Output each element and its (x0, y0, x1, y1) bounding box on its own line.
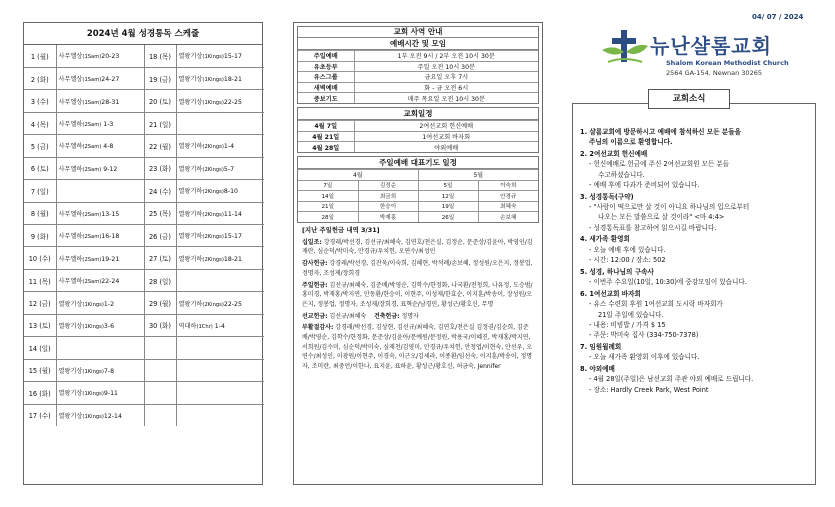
schedule-row (24, 247, 264, 269)
schedule-date: 24 (수) (144, 180, 176, 202)
schedule-date: 16 (화) (24, 382, 56, 404)
schedule-reading (176, 269, 264, 291)
service-name: 유초등부 (298, 61, 354, 72)
service-row (298, 61, 538, 72)
service-name: 유스그룹 (298, 72, 354, 83)
schedule-reading: 열왕기상(1Kings)18-21 (176, 67, 264, 89)
schedule-date: 30 (화) (144, 314, 176, 336)
services-box (297, 26, 539, 104)
schedule-reading (176, 404, 264, 426)
offering-thanks: 감사헌금: 강경래/박선경, 김잔욱/이숙희, 김혜현, 박석례/손보혜, 정성원/오은지, 정봉업, 정명자, 조성제/장희경 (302, 260, 533, 277)
schedule-row (24, 404, 264, 426)
schedule-date: 12 (금) (24, 292, 56, 314)
reps-month-1: 4월 (298, 170, 418, 181)
calendar-row (298, 142, 538, 153)
schedule-reading: 사무엘하(2Sam) 4-8 (56, 135, 144, 157)
news-line: - 오늘 예배 후에 있습니다. (589, 245, 666, 254)
schedule-date: 14 (일) (24, 337, 56, 359)
service-name: 주일예배 (298, 51, 354, 62)
service-time: 매주 목요일 오전 10시 30분 (354, 93, 538, 104)
service-time: 화 - 금 오전 6시 (354, 82, 538, 93)
reps-table (298, 169, 538, 222)
schedule-reading: 열왕기상(1Kings)22-25 (176, 90, 264, 112)
schedule-reading: 사무엘하(2Sam) 9-12 (56, 157, 144, 179)
schedule-date (144, 404, 176, 426)
news-item (580, 289, 814, 340)
news-line: 수고하셨습니다. (598, 170, 645, 179)
calendar-row (298, 131, 538, 142)
news-line: - "사람이 떡으로만 살 것이 아니요 하나님의 입으로부터 (589, 203, 750, 212)
news-item (580, 267, 814, 288)
schedule-reading: 사무엘하(2Sam)13-15 (56, 202, 144, 224)
calendar-event: 야외예배 (354, 142, 538, 153)
reps-title: 주일예배 대표기도 일정 (298, 157, 538, 169)
reps-date: 5일 (418, 180, 478, 191)
prayer-reps-box (297, 156, 539, 223)
ministry-guide (293, 22, 543, 485)
news-heading: 1. 샬롬교회에 방문하시고 예배에 참석하신 모든 분들을 (580, 128, 741, 136)
service-row (298, 72, 538, 83)
calendar-title: 교회일정 (298, 108, 538, 120)
reps-name: 김정순 (358, 180, 418, 191)
news-item (580, 364, 814, 395)
calendar-date: 4월 28일 (298, 142, 354, 153)
reps-name: 손보혜 (478, 212, 538, 223)
schedule-reading: 사무엘하(2Sam)22-24 (56, 269, 144, 291)
schedule-reading: 열왕기상(1Kings)12-14 (56, 404, 144, 426)
news-item (580, 149, 814, 190)
schedule-row (24, 45, 264, 67)
news-line: - 성경통독표를 참고하여 읽으시길 바랍니다. (589, 223, 717, 232)
schedule-reading: 열왕기하(2Kings)8-10 (176, 180, 264, 202)
church-address: 2564 GA-154, Newnan 30265 (666, 69, 762, 77)
service-row (298, 82, 538, 93)
service-name: 새벽예배 (298, 82, 354, 93)
schedule-date: 20 (토) (144, 90, 176, 112)
schedule-date: 6 (토) (24, 157, 56, 179)
news-heading: 7. 임원월례회 (580, 342, 622, 351)
offering-mission: 선교헌금: 김선규/최혜숙 건축헌금: 정명자 (302, 312, 419, 320)
reps-date: 21일 (298, 201, 358, 212)
schedule-date: 2 (화) (24, 67, 56, 89)
reps-name: 최금희 (358, 191, 418, 202)
news-line: - 예배 후에 다과가 준비되어 있습니다. (589, 180, 700, 189)
service-time: 주일 오전 10시 30분 (354, 61, 538, 72)
offering-revival: 부활절감사: 강경래/박선경, 김상현, 김선규/최혜숙, 김연호/천은실 김정권/김순희, 김준배/박영순, 김학수/한정화, 문준상/김윤아/문예원/문정원, 박용국/이혜진, 박재홍/박지연, 서희원/김수미, 심순덕/박미숙, 심재천/김영미, 안경규/우치헌, 안청엽/이현숙, 안선우, 오연수/최성인, 이광원/이현주, 이경숙, 이근오/김세라, 이종환/임선숙, 이지훈/박송이, 정명자, 조미란, 최중언/이한나, 표지윤, 표하윤, 황성근/황호신, 허금숙, Jennifer (302, 324, 533, 371)
reps-name: 최혜숙 (478, 201, 538, 212)
schedule-reading (56, 337, 144, 359)
schedule-date: 5 (금) (24, 135, 56, 157)
schedule-reading (176, 337, 264, 359)
offering-report (297, 226, 539, 372)
news-list (580, 127, 814, 396)
service-row (298, 93, 538, 104)
reps-date: 28일 (298, 212, 358, 223)
news-item (580, 342, 814, 363)
reps-name: 박재홍 (358, 212, 418, 223)
news-line: - 헌신예배로 헌금에 주신 2여선교회원 모든 분들 (589, 160, 730, 169)
reps-name: 한승이 (358, 201, 418, 212)
news-item (580, 127, 814, 148)
news-line: 21일 주일에 있습니다. (598, 310, 664, 319)
schedule-date: 9 (화) (24, 225, 56, 247)
calendar-event: 1여선교회 바자회 (354, 131, 538, 142)
schedule-date: 27 (토) (144, 247, 176, 269)
service-time: 금요일 오후 7시 (354, 72, 538, 83)
reps-month-2: 5월 (418, 170, 538, 181)
schedule-date (144, 382, 176, 404)
news-heading: 3. 성경통독(구약) (580, 192, 634, 201)
schedule-reading: 열왕기하(2Kings)5-7 (176, 157, 264, 179)
reps-date: 14일 (298, 191, 358, 202)
schedule-date: 13 (토) (24, 314, 56, 336)
schedule-reading: 열왕기하(2Kings)18-21 (176, 247, 264, 269)
reps-date: 26일 (418, 212, 478, 223)
schedule-date (144, 359, 176, 381)
schedule-reading: 사무엘상(1Sam)28-31 (56, 90, 144, 112)
news-heading-cont: 주님의 이름으로 환영합니다. (589, 138, 673, 147)
schedule-reading: 열왕기상(1Kings)9-11 (56, 382, 144, 404)
reps-name: 이숙희 (478, 180, 538, 191)
offering-tithe: 십일조: 강경래/박선경, 김선규/최혜숙, 김연호/천은실, 김정순, 문준상/김윤아, 박영인/김재란, 심순덕/박미숙, 안경규/우치헌, 오연수/최성인 (302, 238, 533, 256)
schedule-date: 17 (수) (24, 404, 56, 426)
schedule-row (24, 157, 264, 179)
schedule-row (24, 180, 264, 202)
schedule-date: 15 (월) (24, 359, 56, 381)
schedule-reading: 사무엘하(2Sam)19-21 (56, 247, 144, 269)
schedule-reading: 열왕기하(2Kings)22-25 (176, 292, 264, 314)
reps-row (298, 180, 538, 191)
news-line: - 내용: 비빔밥 / 가격 $ 15 (589, 320, 666, 329)
news-line: - 주문: 박미숙 집사 (334-750-7378) (589, 331, 699, 340)
schedule-reading: 사무엘하(2Sam)16-18 (56, 225, 144, 247)
reps-row (298, 212, 538, 223)
church-name-en: Shalom Korean Methodist Church (666, 59, 789, 67)
schedule-reading: 열왕기하(2Kings)1-4 (176, 135, 264, 157)
schedule-date: 3 (수) (24, 90, 56, 112)
schedule-date: 22 (월) (144, 135, 176, 157)
news-item (580, 234, 814, 265)
schedule-reading (56, 180, 144, 202)
news-line: 나오는 모든 말씀으로 살 것이라" <마 4:4> (598, 213, 725, 222)
schedule-reading: 사무엘상(1Sam)24-27 (56, 67, 144, 89)
news-heading: 4. 새가족 환영회 (580, 235, 630, 244)
reps-row (298, 191, 538, 202)
news-heading: 5. 성경, 하나님의 구속사 (580, 267, 654, 276)
reading-schedule (23, 22, 263, 485)
schedule-date: 19 (금) (144, 67, 176, 89)
schedule-date: 1 (월) (24, 45, 56, 67)
schedule-date: 18 (목) (144, 45, 176, 67)
church-name: 뉴난샬롬교회 (650, 34, 772, 58)
dove-cross-icon (600, 28, 650, 70)
news-title: 교회소식 (648, 89, 730, 109)
news-heading: 8. 야외예배 (580, 365, 615, 374)
schedule-table (24, 45, 264, 426)
services-table (298, 50, 538, 103)
schedule-date: 4 (목) (24, 112, 56, 134)
schedule-reading: 열왕기상(1Kings)7-8 (56, 359, 144, 381)
schedule-date: 26 (금) (144, 225, 176, 247)
calendar-row (298, 121, 538, 132)
schedule-reading (176, 112, 264, 134)
schedule-date: 8 (월) (24, 202, 56, 224)
news-line: - 오늘 새가족 환영회 이후에 있습니다. (589, 353, 700, 362)
schedule-date (144, 337, 176, 359)
church-logo-block (600, 28, 810, 76)
reps-date: 12일 (418, 191, 478, 202)
schedule-reading: 열왕기상(1Kings)15-17 (176, 45, 264, 67)
schedule-date: 23 (화) (144, 157, 176, 179)
schedule-title: 2024년 4월 성경통독 스케줄 (24, 23, 262, 45)
schedule-row (24, 382, 264, 404)
news-line: - 4월 28일(주일)은 남선교회 주관 야외 예배로 드립니다. (589, 375, 754, 384)
schedule-reading: 열왕기하(2Kings)11-14 (176, 202, 264, 224)
schedule-reading (176, 382, 264, 404)
schedule-row (24, 269, 264, 291)
offering-sunday: 주일헌금: 김선규/최혜숙, 김준배/박영순, 김학수/한정화, 나국환/전청희, 나유정, 도승범/홍미경, 박재홍/박지연, 안동환/한승이, 이현주, 이성재/한효순, 이지훈/박송이, 장성원/오은지, 정봉업, 정명자, 조성제/장희경, 표혁순/남경민, 황성근/황호신, 무명 (302, 281, 533, 308)
news-line: - 시간: 12:00 / 장소: 502 (589, 256, 666, 265)
schedule-row (24, 359, 264, 381)
schedule-reading: 열왕기상(1Kings)3-6 (56, 314, 144, 336)
schedule-date: 7 (일) (24, 180, 56, 202)
calendar-box (297, 107, 539, 153)
schedule-reading (176, 359, 264, 381)
reps-date: 7일 (298, 180, 358, 191)
schedule-row (24, 225, 264, 247)
reps-row (298, 201, 538, 212)
news-line: - 장소: Hardly Creek Park, West Point (589, 385, 709, 394)
schedule-row (24, 112, 264, 134)
news-heading: 2. 2여선교회 헌신예배 (580, 150, 648, 159)
schedule-row (24, 337, 264, 359)
bulletin-date: 04/ 07 / 2024 (752, 13, 804, 21)
news-line: - 이번주 수요일(10일, 10:30)에 중강모임이 있습니다. (589, 278, 747, 287)
calendar-date: 4월 7일 (298, 121, 354, 132)
schedule-date: 10 (수) (24, 247, 56, 269)
schedule-date: 25 (목) (144, 202, 176, 224)
guide-title: 교회 사역 안내 (393, 27, 443, 36)
schedule-reading: 열왕기상(1Kings)1-2 (56, 292, 144, 314)
schedule-date: 29 (월) (144, 292, 176, 314)
offering-title: [지난 주일헌금 내역 3/31] (302, 226, 380, 234)
news-item (580, 192, 814, 233)
schedule-row (24, 314, 264, 336)
news-heading: 6. 1여선교회 바자회 (580, 289, 641, 298)
schedule-reading: 사무엘하(2Sam) 1-3 (56, 112, 144, 134)
schedule-date: 21 (일) (144, 112, 176, 134)
schedule-row (24, 67, 264, 89)
service-name: 중보기도 (298, 93, 354, 104)
reps-date: 19일 (418, 201, 478, 212)
schedule-reading: 역대하(1Chr) 1-4 (176, 314, 264, 336)
schedule-row (24, 90, 264, 112)
calendar-event: 2여선교회 헌신예배 (354, 121, 538, 132)
schedule-row (24, 135, 264, 157)
news-line: - 유스 수련회 후원 1여선교회 도시락 바자회가 (589, 300, 723, 309)
calendar-table (298, 120, 538, 152)
schedule-reading: 사무엘상(1Sam)20-23 (56, 45, 144, 67)
calendar-date: 4월 21일 (298, 131, 354, 142)
schedule-date: 11 (목) (24, 269, 56, 291)
service-time: 1부 오전 9시 / 2부 오전 10시 30분 (354, 51, 538, 62)
schedule-row (24, 292, 264, 314)
schedule-date: 28 (일) (144, 269, 176, 291)
schedule-row (24, 202, 264, 224)
service-row (298, 51, 538, 62)
reps-name: 안경규 (478, 191, 538, 202)
services-title: 예배시간 및 모임 (298, 37, 538, 50)
schedule-reading: 열왕기하(2Kings)15-17 (176, 225, 264, 247)
